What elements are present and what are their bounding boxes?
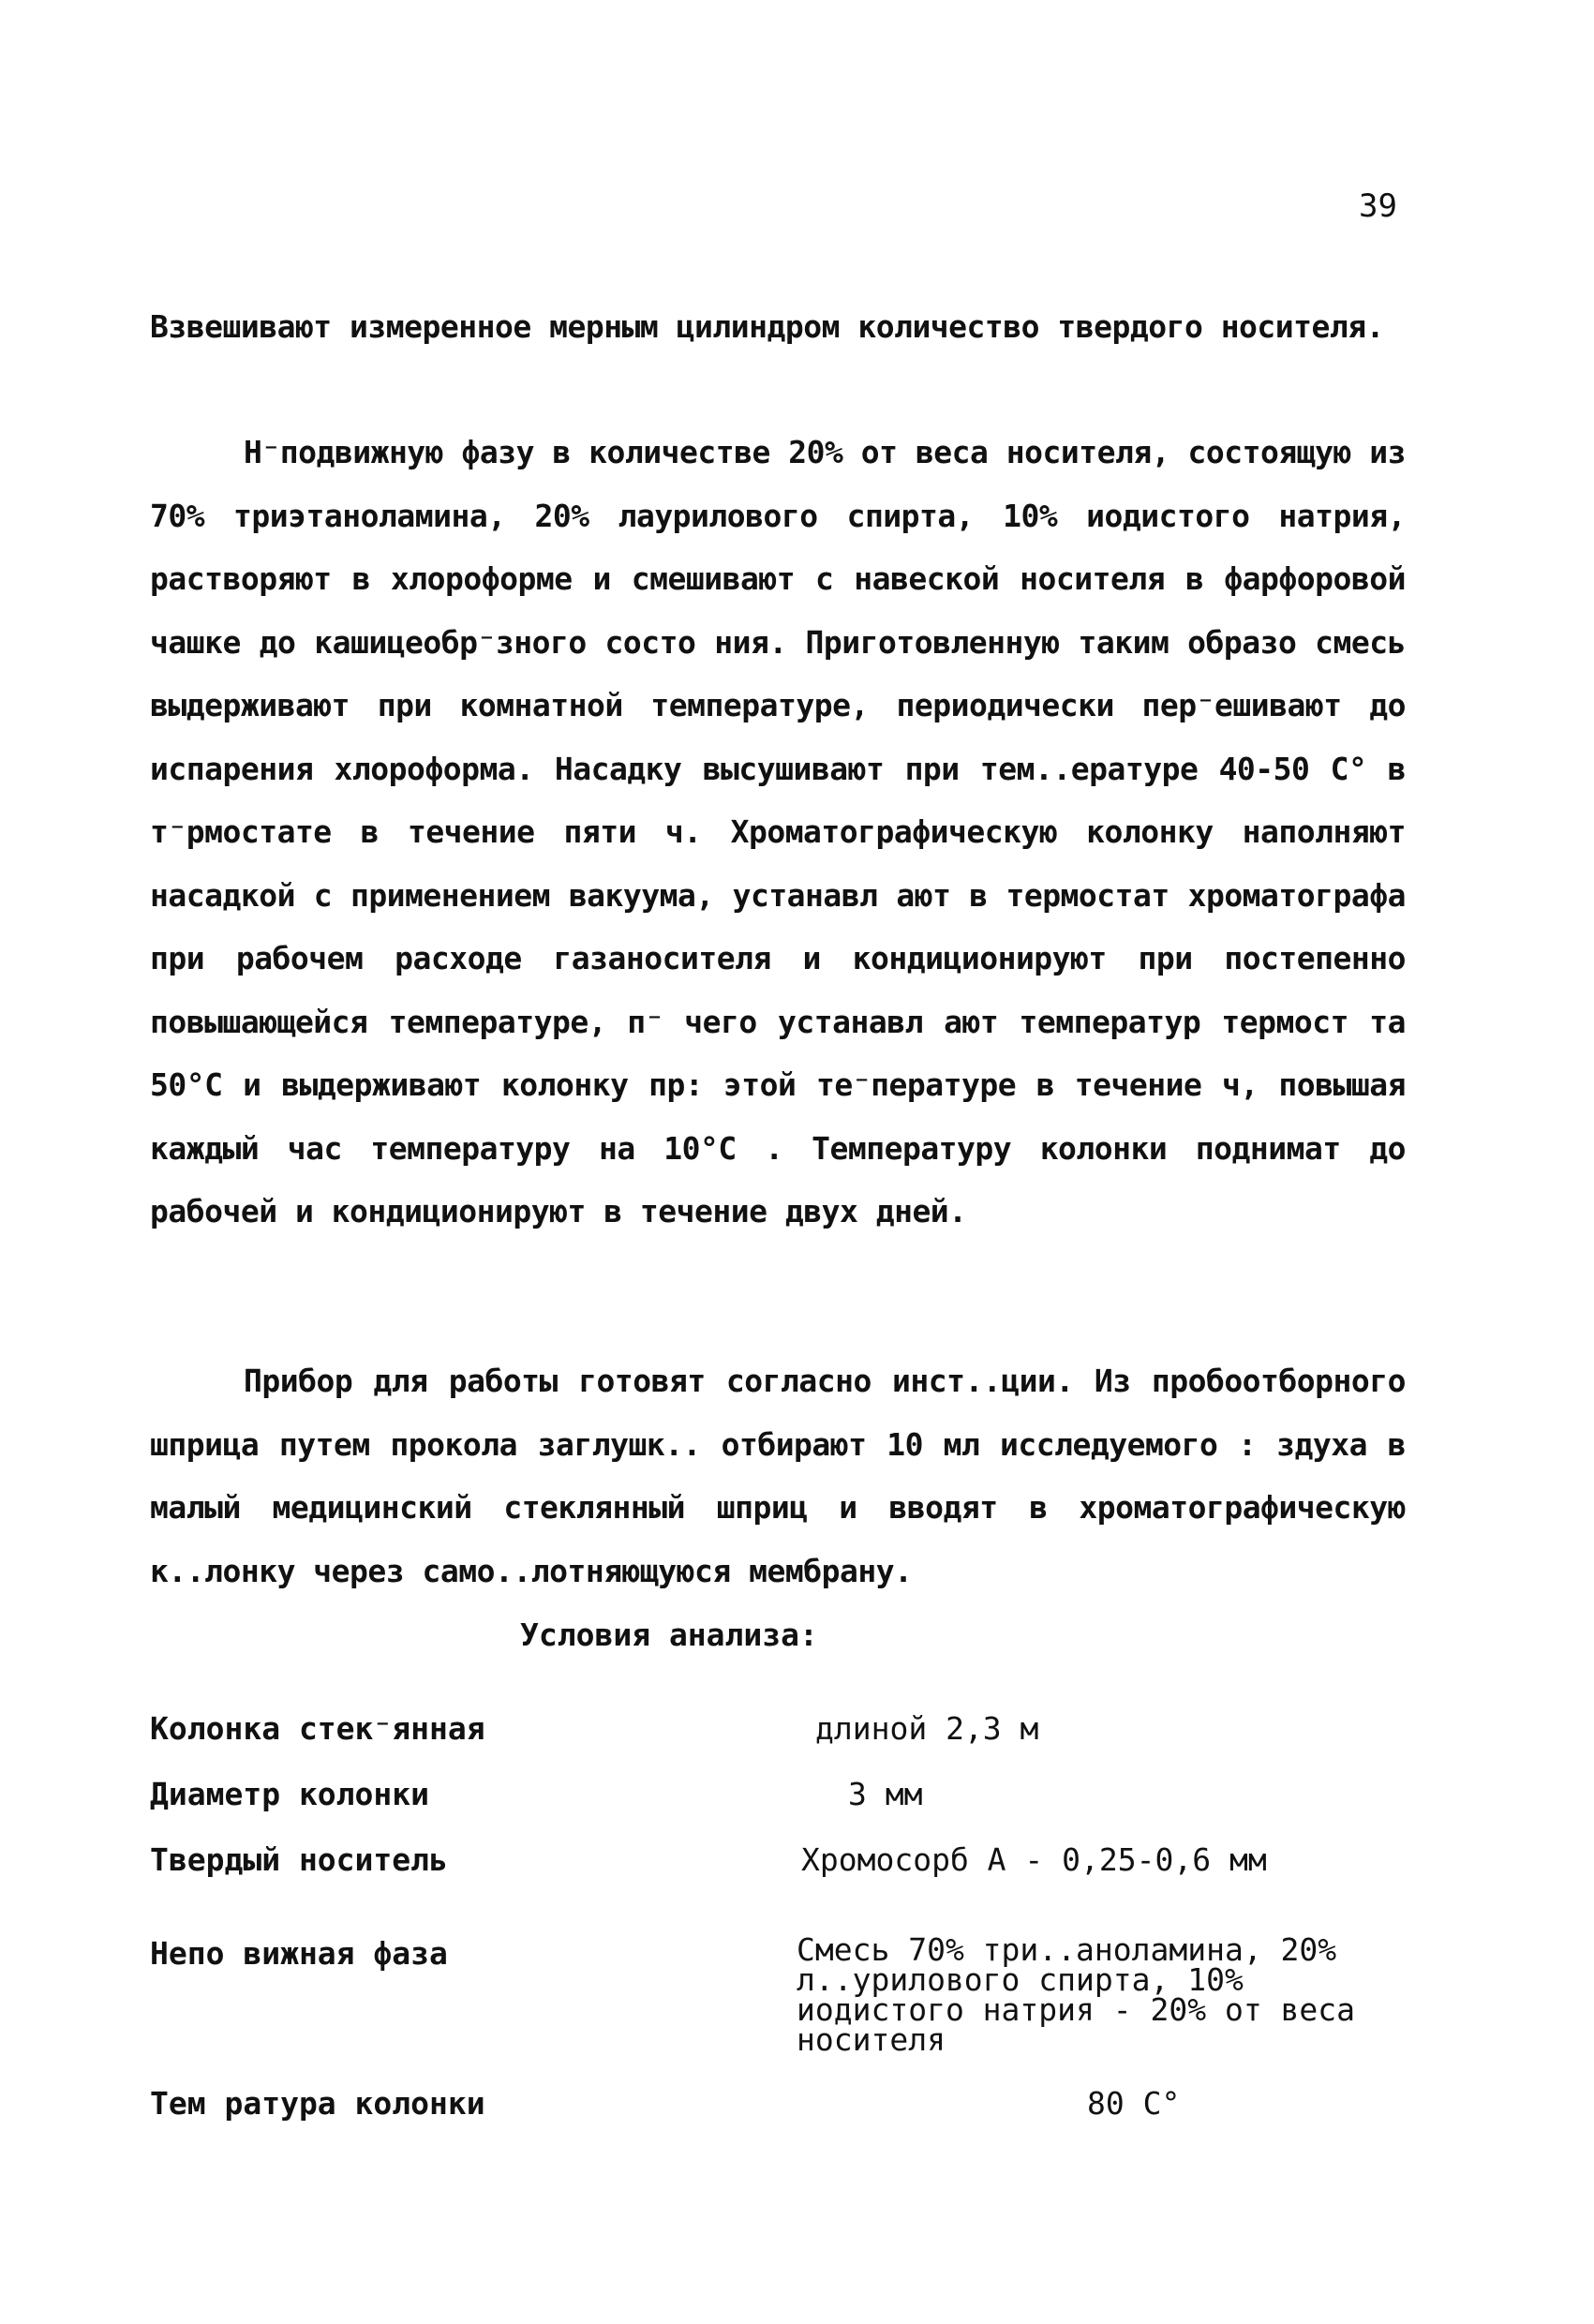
paragraph-3: [150, 1349, 1406, 1602]
paragraph-text: Н⁻подвижную фазу в количестве 20% от веса ноcителя, состоящую из 70% триэтаноламина, 20% лаурилового спирта, 10% иодистого натрия, растворяют в хлороформе и смешивают с навеской носителя в фарфоровой чашке до кашицеобр⁻зного состо ния. Приготовленную таким образо смесь выдерживают при комнатной температуре, периодически пер⁻ешивают до испарения хлороформа. Насадку высушивают при тем..ературе 40-50 С° в т⁻рмостате в течение пяти ч. Хроматографическую колонку наполняют насадкой с применением вакуума, устанавл ают в термостат хроматографа при рабочем расходе газаносителя и кондиционируют при постепенно повышающейся температуре, п⁻ чего устанавл ают температур термост та 50°С и выдерживают колонку пр: этой те⁻пературе в течение ч, повышая каждый час температуру на 10°С . Температуру колонки поднимат до рабочей и кондиционируют в течение двух дней.: [150, 434, 1406, 1229]
paragraph-1: [150, 295, 1406, 359]
condition-value: Хромосорб А - 0,25-0,6 мм: [801, 1841, 1267, 1878]
paragraph-2: [150, 421, 1406, 1244]
condition-label: Тем ратура колонки: [150, 2085, 485, 2122]
paragraph-text: Прибор для работы готовят согласно инст..ции. Из пробоотборного шприца путем прокола заглушк.. отбирают 10 мл исследуемого : здуха в малый медицинский стеклянный шприц и вводят в хроматографическую к..лонку через само..лотняющуюся мембрану.: [150, 1363, 1406, 1589]
condition-value: Смесь 70% три..аноламина, 20% л..урилового спирта, 10% иодистого натрия - 20% от веса носителя: [797, 1931, 1356, 2058]
conditions-title: Условия анализа:: [520, 1616, 818, 1653]
paragraph-text: Взвешивают измеренное мерным цилиндром количество твердого носителя.: [150, 308, 1385, 345]
condition-value: 3 мм: [848, 1776, 923, 1812]
condition-value: 80 С°: [1087, 2085, 1181, 2122]
condition-label: Диаметр колонки: [150, 1776, 430, 1812]
condition-label: Непо вижная фаза: [150, 1935, 448, 1972]
condition-value: длиной 2,3 м: [815, 1710, 1039, 1747]
condition-label: Твердый носитель: [150, 1841, 448, 1878]
condition-label: Колонка стек⁻янная: [150, 1710, 485, 1747]
page-number: 39: [1359, 187, 1397, 225]
